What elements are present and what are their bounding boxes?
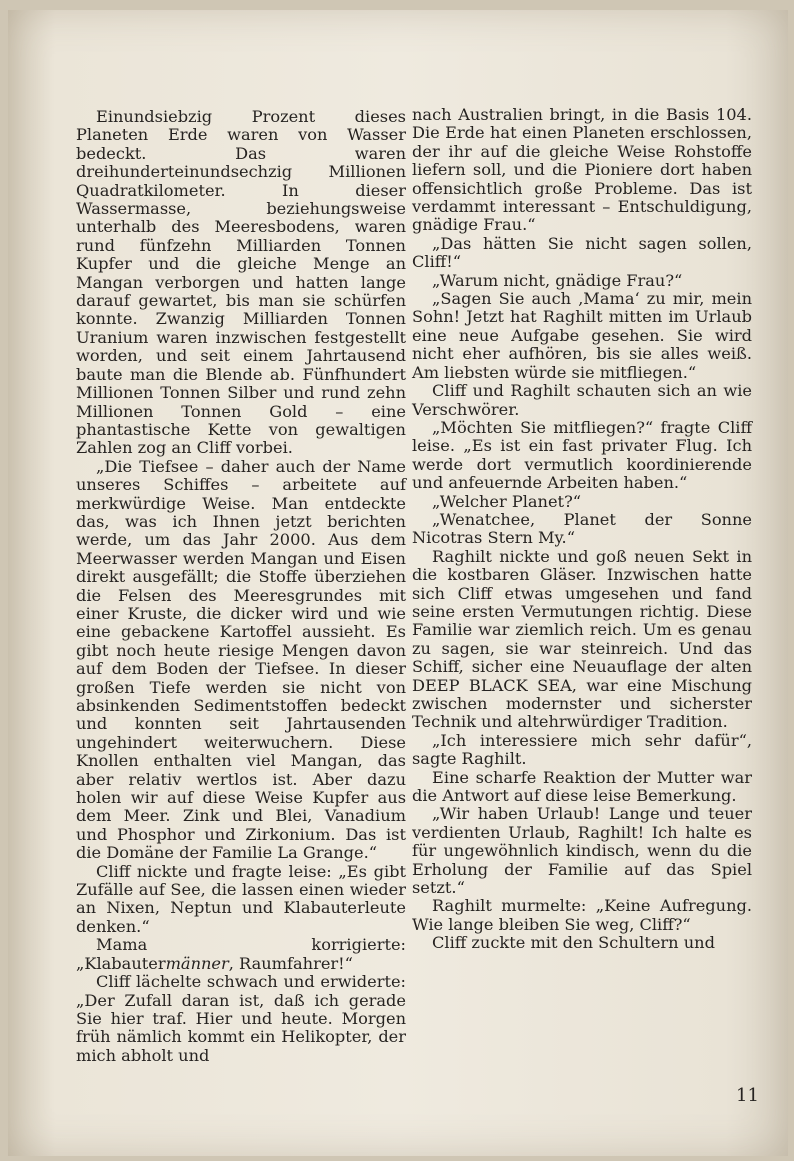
paragraph: „Warum nicht, gnädige Frau?“ xyxy=(432,270,683,290)
paragraph: „Möchten Sie mitfliegen?“ fragte Cliff leise. „Es ist ein fast privater Flug. Ich werde dort vermutlich koordinierende und anfeuernde Arbeiten haben.“ xyxy=(412,417,752,493)
paragraph: Cliff zuckte mit den Schultern und xyxy=(432,933,715,953)
paragraph: nach Australien bringt, in die Basis 104. Die Erde hat einen Planeten erschlossen, der ihr auf die gleiche Weise Rohstoffe liefern soll, und die Pioniere dort haben offensichtlich große Probleme. Das ist verdammt interessant – Entschuldigung, gnädige Frau.“ xyxy=(412,105,752,235)
paragraph: Raghilt nickte und goß neuen Sekt in die kostbaren Gläser. Inzwischen hatte sich Cliff etwas umgesehen und fand seine ersten Vermutungen richtig. Diese Familie war ziemlich reich. Um es genau zu sagen, sie war steinreich. Und das Schiff, sicher eine Neuauflage der alten DEEP BLACK SEA, war eine Mischung zwischen modernster und sicherster Technik und altehrwürdiger Tradition. xyxy=(412,546,752,732)
paragraph: Cliff und Raghilt schauten sich an wie Verschwörer. xyxy=(412,381,752,419)
mama-line-emphasis: männer xyxy=(165,953,229,973)
paragraph xyxy=(76,936,406,973)
book-page xyxy=(8,10,788,1156)
right-text-column xyxy=(412,106,752,953)
mama-line-end: , Raumfahrer!“ xyxy=(228,953,353,973)
paragraph: Einundsiebzig Prozent dieses Planeten Erde waren von Wasser bedeckt. Das waren dreihunderteinundsechzig Millionen Quadratkilometer. In dieser Wassermasse, beziehungsweise unterhalb des Meeresbodens, waren rund fünfzehn Milliarden Tonnen Kupfer und die gleiche Menge an Mangan verborgen und hatten lange darauf gewartet, bis man sie schürfen konnte. Zwanzig Milliarden Tonnen Uranium waren inzwischen festgestellt worden, und seit einem Jahrtausend baute man die Blende ab. Fünfhundert Millionen Tonnen Silber und rund zehn Millionen Tonnen Gold – eine phantastische Kette von gewaltigen Zahlen zog an Cliff vorbei. xyxy=(76,107,406,458)
page-number: 11 xyxy=(736,1085,759,1106)
paragraph: Raghilt murmelte: „Keine Aufregung. Wie lange bleiben Sie weg, Cliff?“ xyxy=(412,896,752,934)
left-text-column xyxy=(76,108,406,1065)
mama-line-start: Mama korrigierte: „Klabauter xyxy=(76,935,406,973)
paragraph: „Das hätten Sie nicht sagen sollen, Cliff!“ xyxy=(412,233,752,272)
paragraph: „Ich interessiere mich sehr dafür“, sagte Raghilt. xyxy=(412,730,752,769)
paragraph: „Sagen Sie auch ‚Mama‘ zu mir, mein Sohn! Jetzt hat Raghilt mitten im Urlaub eine neue Aufgabe gesehen. Sie wird nicht eher aufhören, bis sie alles weiß. Am liebsten würde sie mitfliegen.“ xyxy=(412,289,752,382)
paragraph: „Wir haben Urlaub! Lange und teuer verdienten Urlaub, Raghilt! Ich halte es für ungewöhnlich kindisch, wenn du die Erholung der Familie auf das Spiel setzt.“ xyxy=(412,804,752,898)
paragraph: „Die Tiefsee – daher auch der Name unseres Schiffes – arbeitete auf merkwürdige Weise. Man entdeckte das, was ich Ihnen jetzt berichten werde, um das Jahr 2000. Aus dem Meerwasser werden Mangan und Eisen direkt ausgefällt; die Stoffe überziehen die Felsen des Meeresgrundes mit einer Kruste, die dicker wird und wie eine gebackene Kartoffel aussieht. Es gibt noch heute riesige Mengen davon auf dem Boden der Tiefsee. In dieser großen Tiefe werden sie nicht von absinkenden Sedimentstoffen bedeckt und konnten seit Jahrtausenden ungehindert weiterwuchern. Diese Knollen enthalten viel Mangan, das aber relativ wertlos ist. Aber dazu holen wir auf diese Weise Kupfer aus dem Meer. Zink und Blei, Vanadium und Phosphor und Zirkonium. Das ist die Domäne der Familie La Grange.“ xyxy=(76,456,406,863)
paragraph: Cliff lächelte schwach und erwiderte: „Der Zufall daran ist, daß ich gerade Sie hier traf. Hier und heute. Morgen früh nämlich kommt ein Helikopter, der mich abholt und xyxy=(76,972,406,1065)
paragraph: Cliff nickte und fragte leise: „Es gibt Zufälle auf See, die lassen einen wieder an Nixen, Neptun und Klabauterleute denken.“ xyxy=(76,861,406,936)
paragraph: „Wenatchee, Planet der Sonne Nicotras Stern My.“ xyxy=(412,509,752,548)
paragraph: Eine scharfe Reaktion der Mutter war die Antwort auf diese leise Bemerkung. xyxy=(412,767,752,806)
paragraph: „Welcher Planet?“ xyxy=(432,491,582,511)
